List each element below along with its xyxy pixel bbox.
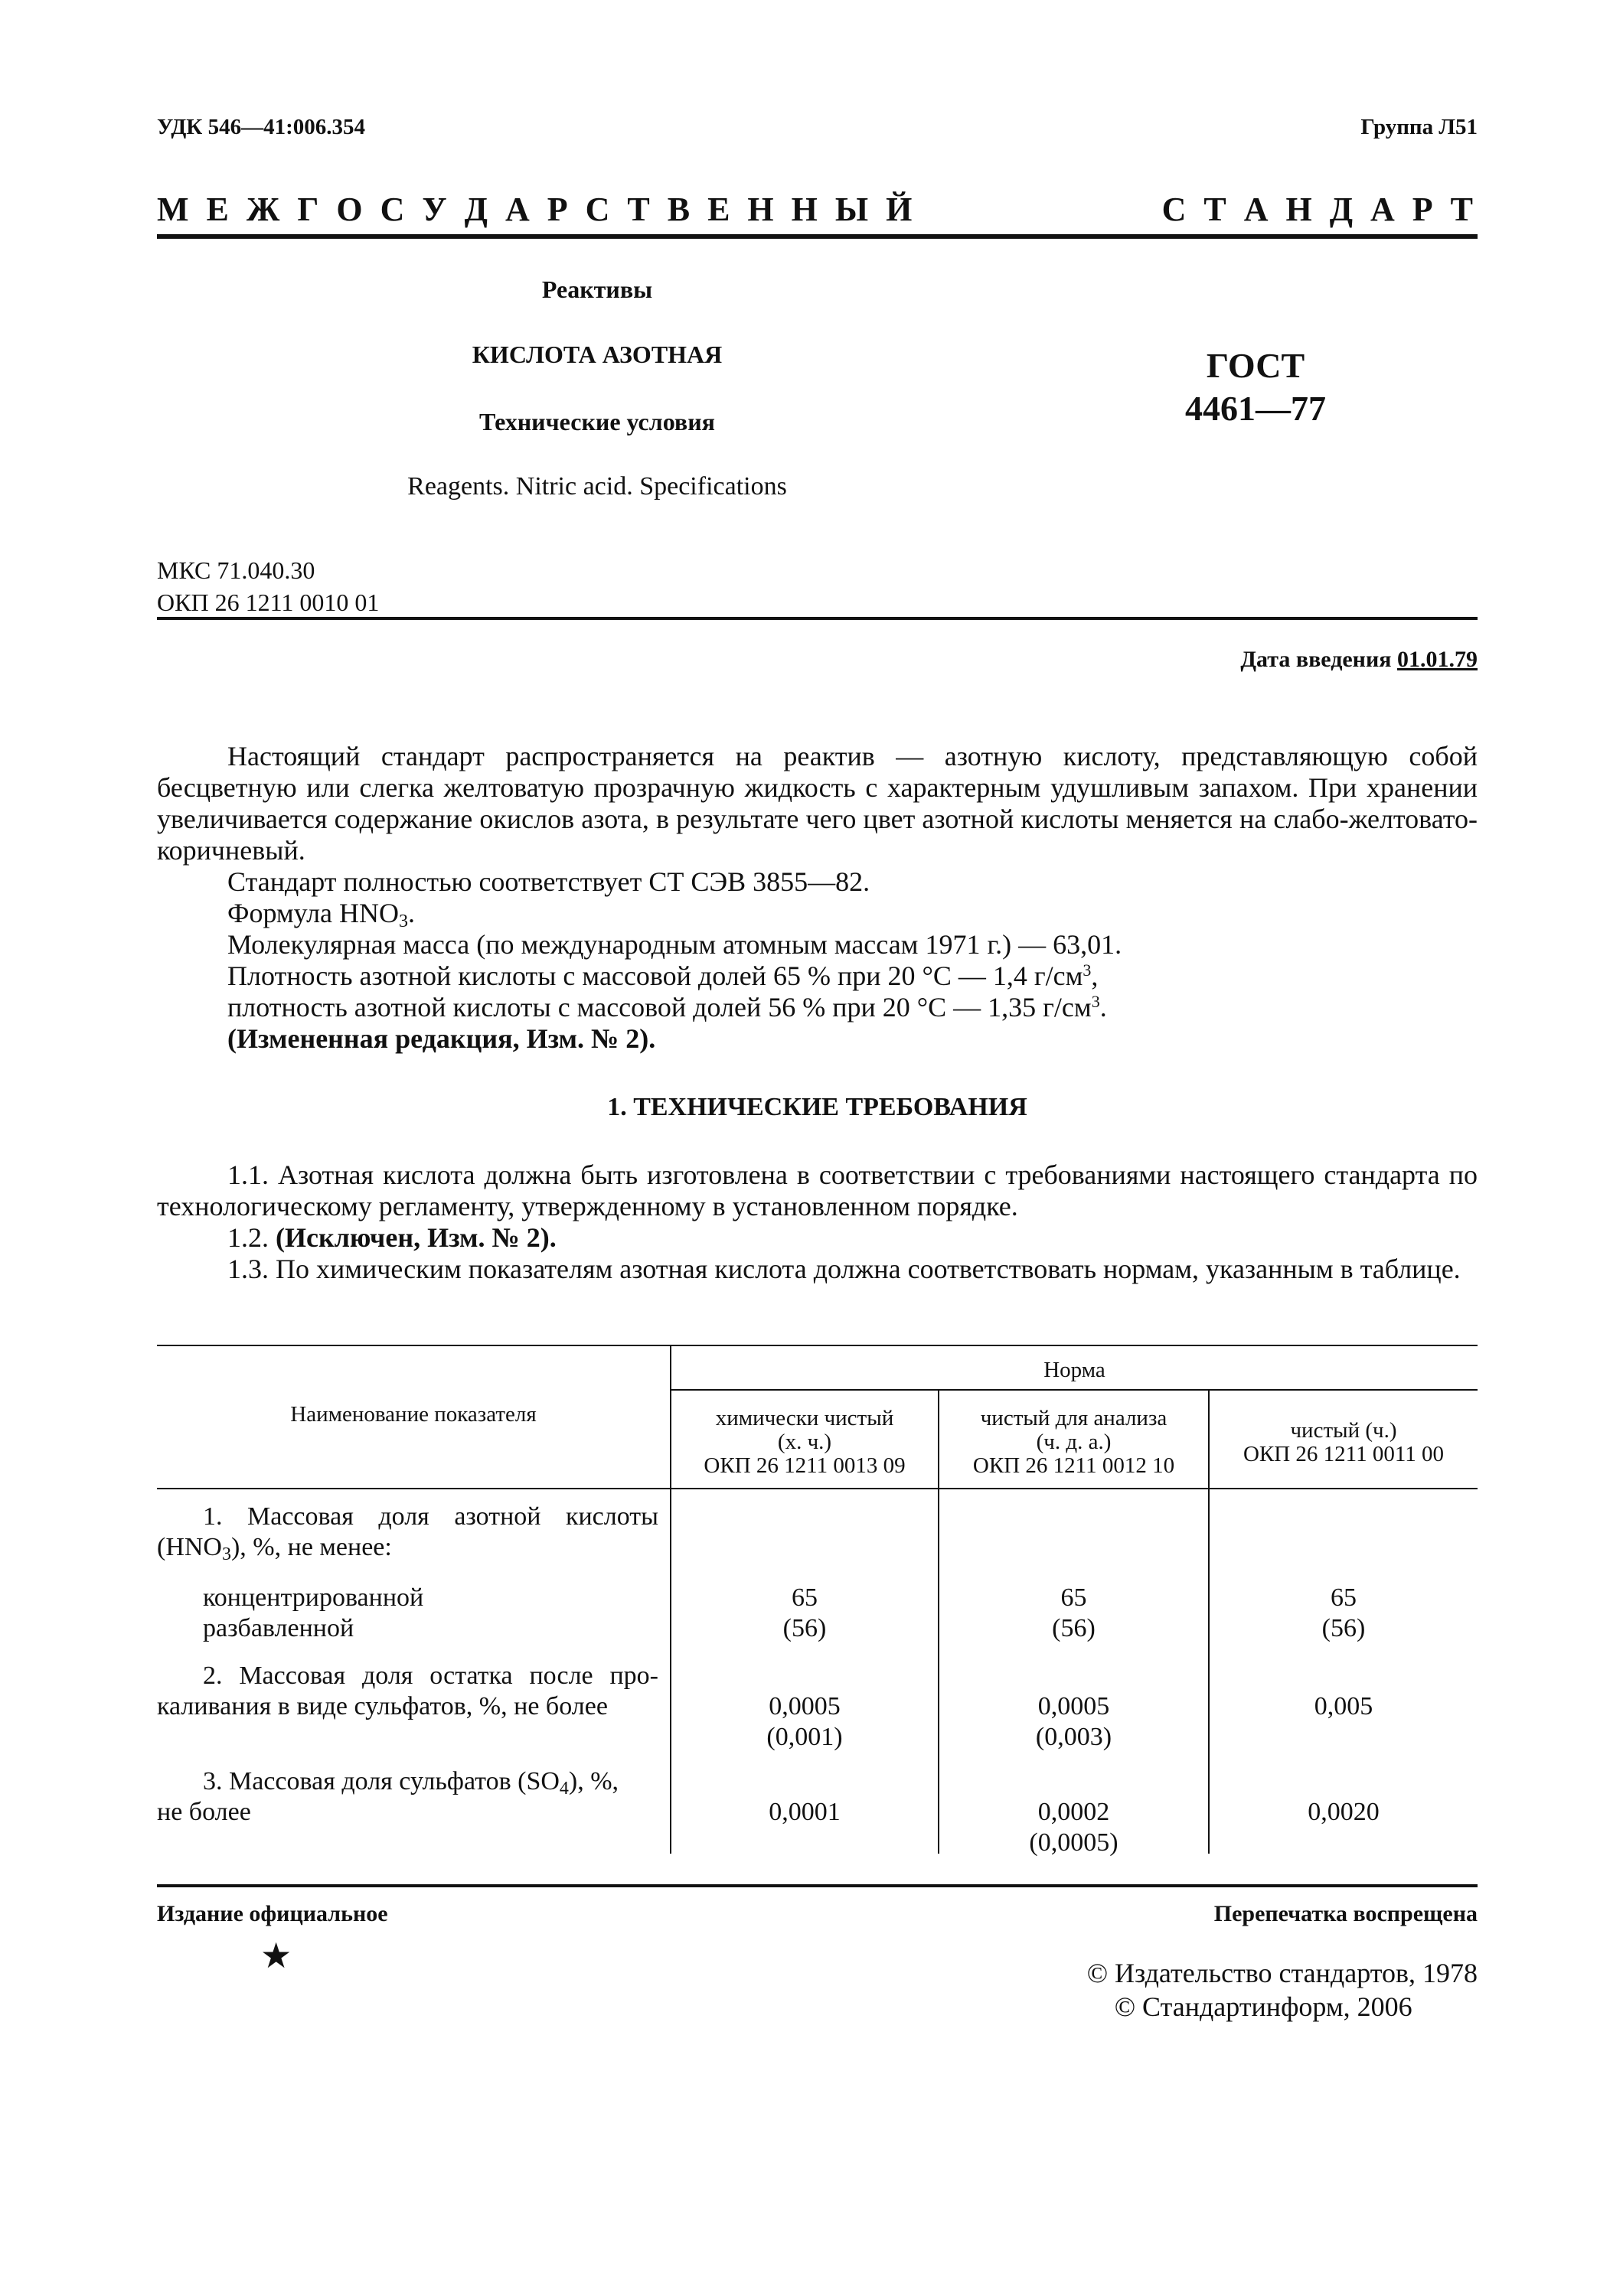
date-label: Дата введения [1240,647,1392,672]
introduction-date [1240,647,1478,673]
banner-word-standard: С Т А Н Д А Р Т [1161,191,1478,228]
grade-pure-okp: ОКП 26 1211 0011 00 [1243,1442,1445,1466]
doc-title: КИСЛОТА АЗОТНАЯ [472,341,723,368]
grade-chem-pure-abbr: (х. ч.) [777,1430,832,1454]
row-1-v2-alt: (56) [1052,1614,1096,1642]
doc-category: Реактивы [541,276,653,303]
formula-subscript: 3 [399,912,409,931]
section1-body [157,1159,1478,1285]
molar-mass: Молекулярная масса (по международным атомным массам 1971 г.) — 63,01. [227,929,1122,960]
table-col-name: Наименование показателя [290,1402,537,1427]
official-edition: Издание официальное [157,1901,388,1926]
banner-word-interstate: М Е Ж Г О С У Д А Р С Т В Е Н Н Ы Й [157,191,917,228]
density-56-text: плотность азотной кислоты с массовой долей 56 % при 20 °С — 1,35 г/см [227,992,1092,1022]
amendment-note: (Измененная редакция, Изм. № 2). [227,1023,656,1054]
row-2-label-a: 2. Массовая доля остатка после про- [203,1662,658,1690]
density-65 [157,960,1478,992]
copyright-block [1087,1956,1478,2024]
row-1-value-pure [1210,1583,1478,1644]
standard-banner [157,190,1478,229]
table-row-3-label [157,1766,658,1828]
row-3-value-analytical [939,1797,1208,1858]
clause-1-3: 1.3. По химическим показателям азотная кислота должна соответствовать нормам, указанным в таблице. [227,1254,1461,1284]
row-1-label-a: 1. Массовая доля азотной кислоты [203,1502,658,1531]
table-header-rule [157,1488,1478,1489]
density-56-end: . [1099,992,1107,1022]
row-2-v1-alt: (0,001) [766,1723,843,1751]
grade-pure [1210,1419,1478,1466]
clause-1-2-number: 1.2. [227,1222,269,1253]
row-3-v2-main: 0,0002 [1037,1798,1110,1826]
sev-compliance: Стандарт полностью соответствует СТ СЭВ 3855—82. [227,866,870,897]
row-2-v3-main: 0,005 [1314,1692,1373,1720]
okp-code: ОКП 26 1211 0010 01 [157,589,380,616]
table-row-2-label [157,1661,658,1722]
grade-chem-pure-name: химически чистый [715,1406,894,1430]
section-heading: 1. ТЕХНИЧЕСКИЕ ТРЕБОВАНИЯ [607,1093,1027,1121]
classification-codes [157,554,379,618]
row-2-value-pure [1210,1691,1478,1722]
row-2-v1-main: 0,0005 [769,1692,841,1720]
reprint-prohibited: Перепечатка воспрещена [1213,1901,1478,1926]
row-1-value-analytical [939,1583,1208,1644]
row-1-v1-alt: (56) [782,1614,827,1642]
gost-label: ГОСТ [1206,346,1305,385]
clause-1-2 [157,1222,1478,1254]
doc-subtitle: Технические условия [479,408,715,435]
row-3-v2-alt: (0,0005) [1029,1828,1118,1857]
row-1-v2-main: 65 [1060,1583,1087,1612]
row-1-sub-diluted: разбавленной [203,1614,354,1642]
row-1-value-chem-pure [671,1583,938,1644]
row-2-label-b: каливания в виде сульфатов, %, не более [157,1692,608,1720]
intro-section [157,741,1478,1055]
row-1-v1-main: 65 [792,1583,818,1612]
grade-analytical-name: чистый для анализа [980,1406,1167,1430]
row-1-v3-main: 65 [1331,1583,1357,1612]
intro-paragraph: Настоящий стандарт распространяется на реактив — азотную кислоту, представляющую собой бесцветную или слегка желтоватую прозрачную жидкость с характерным удушливым запахом. При хранении увеличивается содержание окислов азота, в результате чего цвет азотной кислоты меняется на слабо-желтовато-коричневый. [157,741,1478,866]
density-56-sup: 3 [1091,992,1100,1011]
row-3-label-a-sub: 4 [559,1779,569,1799]
udk-code: УДК 546—41:006.354 [157,115,365,139]
row-3-label-a-post: ), %, [568,1767,619,1795]
grade-analytical-abbr: (ч. д. а.) [1036,1430,1112,1454]
row-2-v2-alt: (0,003) [1035,1723,1112,1751]
banner-rule [157,234,1478,239]
table-top-rule [157,1345,1478,1346]
density-56 [157,992,1478,1023]
row-1-label-b-pre: (HNO [157,1533,222,1561]
row-1-label-b [157,1532,658,1563]
table-norm-rule [670,1389,1478,1391]
star-icon: ★ [260,1936,292,1975]
grade-chem-pure [671,1407,938,1478]
clause-1-1: 1.1. Азотная кислота должна быть изготовлена в соответствии с требованиями настоящего стандарта по технологическому регламенту, утвержденному в установленном порядке. [157,1159,1478,1221]
grade-chem-pure-okp: ОКП 26 1211 0013 09 [704,1453,906,1478]
clause-1-2-text: (Исключен, Изм. № 2). [276,1222,557,1253]
gost-number: 4461—77 [1185,389,1326,428]
formula-line [157,898,1478,929]
row-3-v3-main: 0,0020 [1308,1798,1380,1826]
density-65-sup: 3 [1083,960,1092,980]
row-3-value-pure [1210,1797,1478,1828]
date-value: 01.01.79 [1397,647,1478,672]
group-code: Группа Л51 [1360,115,1478,139]
row-3-label-a-pre: 3. Массовая доля сульфатов (SO [203,1767,560,1795]
row-2-value-chem-pure [671,1691,938,1753]
footer-rule [157,1884,1478,1887]
row-3-label-a [157,1766,658,1797]
row-2-v2-main: 0,0005 [1037,1692,1110,1720]
row-1-label-b-post: ), %, не менее: [230,1533,392,1561]
mks-code: МКС 71.040.30 [157,556,315,584]
doc-english-title: Reagents. Nitric acid. Specifications [407,472,787,501]
grade-analytical-okp: ОКП 26 1211 0012 10 [972,1453,1175,1478]
density-65-text: Плотность азотной кислоты с массовой долей 65 % при 20 °С — 1,4 г/см [227,960,1083,991]
row-2-value-analytical [939,1691,1208,1753]
grade-pure-name: чистый (ч.) [1290,1418,1397,1443]
table-row-1-label [157,1502,658,1644]
gost-designation [1110,344,1401,430]
row-3-value-chem-pure [671,1797,938,1828]
copyright-1978: © Издательство стандартов, 1978 [1086,1958,1478,1988]
formula-end: . [408,898,416,928]
formula-text: Формула HNO [227,898,400,928]
row-1-label-b-sub: 3 [221,1544,231,1564]
copyright-2006: © Стандартинформ, 2006 [1114,1991,1412,2022]
grade-analytical [939,1407,1208,1478]
density-65-end: , [1091,960,1099,991]
row-3-label-b: не более [157,1798,251,1826]
codes-rule [157,617,1478,620]
row-3-v1-main: 0,0001 [769,1798,841,1826]
row-1-sub-concentrated: концентрированной [203,1583,424,1612]
row-1-v3-alt: (56) [1321,1614,1366,1642]
table-norm-header: Норма [1043,1358,1105,1382]
